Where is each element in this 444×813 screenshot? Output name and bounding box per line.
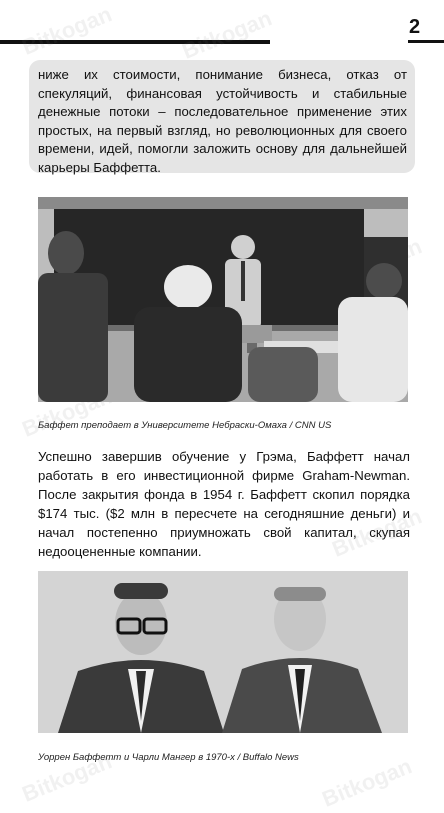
header-rule [0, 40, 270, 44]
body-paragraph: Успешно завершив обучение у Грэма, Баффетт начал работать в его инвестиционной фирме Graham-Newman. После закрытия фонда в 1954 г. Баффетт скопил порядка $174 тыс. ($2 млн в пересчете на сегодняшние деньги) и начал постепенно приумножать свой капитал, скупая недооцененные компании. [38, 449, 410, 559]
portrait-photo [38, 571, 408, 733]
watermark: Bitkogan [18, 748, 116, 807]
lecture-photo [38, 197, 408, 402]
page-number: 2 [409, 16, 421, 38]
header-rule-right [408, 40, 444, 43]
watermark: Bitkogan [178, 5, 276, 64]
photo-caption: Уоррен Баффетт и Чарли Мангер в 1970-х / Buffalo News [38, 752, 299, 763]
watermark: Bitkogan [18, 383, 116, 442]
watermark: Bitkogan [318, 753, 416, 812]
photo-caption: Баффет преподает в Университете Небраски-Омаха / CNN US [38, 420, 332, 431]
watermark: Bitkogan [18, 1, 116, 60]
watermark: Bitkogan [328, 503, 426, 562]
callout-box: ниже их стоимости, понимание бизнеса, отказ от спекуляций, финансовая устойчивость и стабильные денежные потоки – последовательное применение этих простых, на первый взгляд, но революционных для своего времени, идей, помогли заложить основу для дальнейшей карьеры Баффетта. [29, 60, 415, 173]
